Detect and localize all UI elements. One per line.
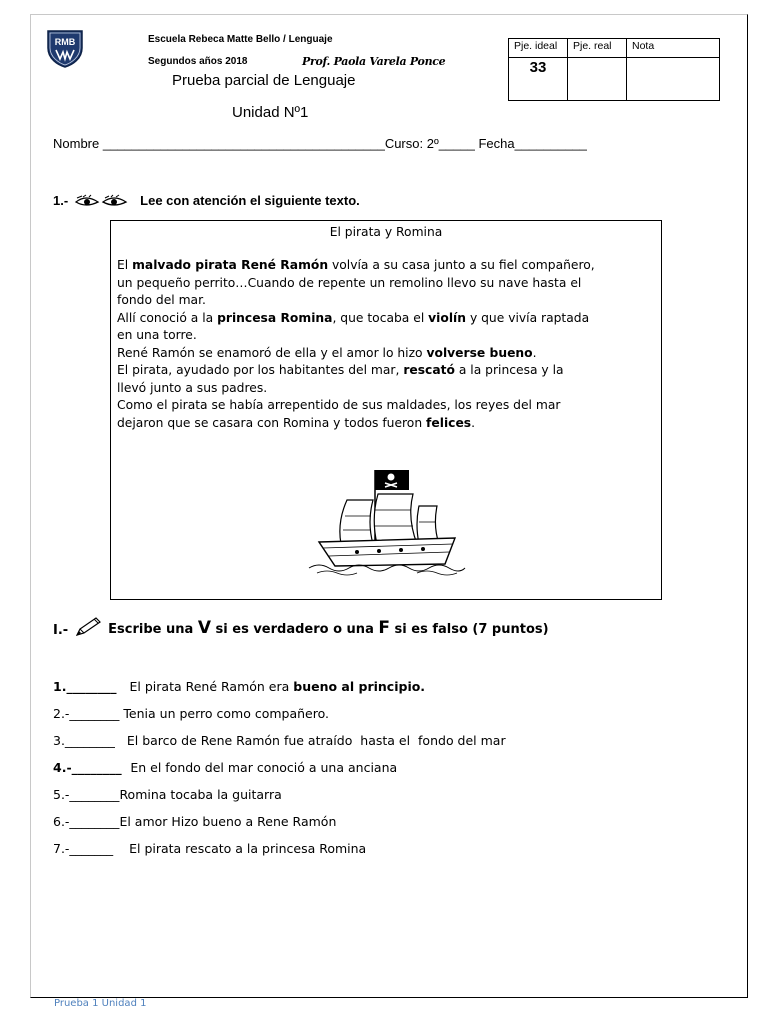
school-year: Segundos años 2018 bbox=[148, 56, 248, 67]
true-false-item-7[interactable]: 7.-_______ El pirata rescato a la princesa Romina bbox=[53, 841, 367, 856]
instruction-text-part1: Escribe una bbox=[108, 622, 198, 637]
score-ideal-value: 33 bbox=[509, 58, 568, 101]
instruction-text-part3: si es falso (7 puntos) bbox=[390, 622, 549, 637]
unit-title: Unidad Nº1 bbox=[232, 104, 309, 121]
score-real-value[interactable] bbox=[568, 58, 627, 101]
score-grade-value[interactable] bbox=[627, 58, 720, 101]
story-title: El pirata y Romina bbox=[329, 225, 443, 239]
school-logo bbox=[44, 28, 86, 68]
story-line: El malvado pirata René Ramón volvía a su casa junto a su fiel compañero, bbox=[117, 258, 595, 272]
instruction-number: I.- bbox=[53, 623, 69, 638]
true-false-item-3[interactable]: 3.________ El barco de Rene Ramón fue atraído hasta el fondo del mar bbox=[53, 733, 506, 748]
page-title: Prueba parcial de Lenguaje bbox=[172, 72, 356, 89]
score-header-grade: Nota bbox=[627, 39, 720, 58]
question-1-number: 1.- bbox=[53, 193, 69, 208]
instruction-text-part2: si es verdadero o una bbox=[211, 622, 379, 637]
pencil-icon bbox=[74, 616, 102, 638]
story-line: Como el pirata se había arrepentido de sus maldades, los reyes del mar bbox=[117, 398, 561, 412]
school-name: Escuela Rebeca Matte Bello / Lenguaje bbox=[148, 34, 333, 45]
story-line: un pequeño perrito…Cuando de repente un remolino llevo su nave hasta el bbox=[117, 275, 582, 290]
teacher-name: Prof. Paola Varela Ponce bbox=[302, 55, 446, 68]
instruction-v: V bbox=[197, 618, 211, 638]
true-false-item-5[interactable]: 5.-________Romina tocaba la guitarra bbox=[53, 787, 282, 802]
student-info-line[interactable]: Nombre _______________________________________Curso: 2º_____ Fecha__________ bbox=[53, 136, 587, 151]
instruction-f: F bbox=[378, 618, 390, 638]
eyes-icon bbox=[74, 194, 128, 208]
story-line: René Ramón se enamoró de ella y el amor lo hizo volverse bueno. bbox=[117, 345, 537, 360]
true-false-item-4[interactable]: 4.-________ En el fondo del mar conoció a una anciana bbox=[53, 760, 398, 775]
logo-text: RMB bbox=[54, 37, 76, 47]
score-table bbox=[508, 38, 720, 101]
true-false-item-6[interactable]: 6.-________El amor Hizo bueno a Rene Ramón bbox=[53, 814, 337, 829]
story-line: dejaron que se casara con Romina y todos fueron felices. bbox=[117, 415, 476, 430]
score-header-ideal: Pje. ideal bbox=[509, 39, 568, 58]
story-text bbox=[117, 257, 661, 432]
question-1-text: Lee con atención el siguiente texto. bbox=[140, 193, 360, 208]
story-line: llevó junto a sus padres. bbox=[117, 380, 268, 395]
true-false-item-1[interactable]: 1.________ El pirata René Ramón era bueno al principio. bbox=[53, 679, 426, 694]
story-line: Allí conoció a la princesa Romina, que tocaba el violín y que vivía raptada bbox=[117, 310, 590, 325]
score-header-real: Pje. real bbox=[568, 39, 627, 58]
story-line: en una torre. bbox=[117, 328, 197, 342]
true-false-item-2[interactable]: 2.-________ Tenia un perro como compañero. bbox=[53, 706, 329, 721]
instruction-heading bbox=[53, 616, 549, 638]
question-1-heading bbox=[53, 193, 360, 208]
pirate-ship-illustration bbox=[307, 466, 467, 576]
story-box bbox=[110, 220, 662, 600]
page-footer: Prueba 1 Unidad 1 bbox=[54, 998, 147, 1009]
story-line: fondo del mar. bbox=[117, 293, 206, 307]
story-line: El pirata, ayudado por los habitantes del mar, rescató a la princesa y la bbox=[117, 363, 564, 377]
